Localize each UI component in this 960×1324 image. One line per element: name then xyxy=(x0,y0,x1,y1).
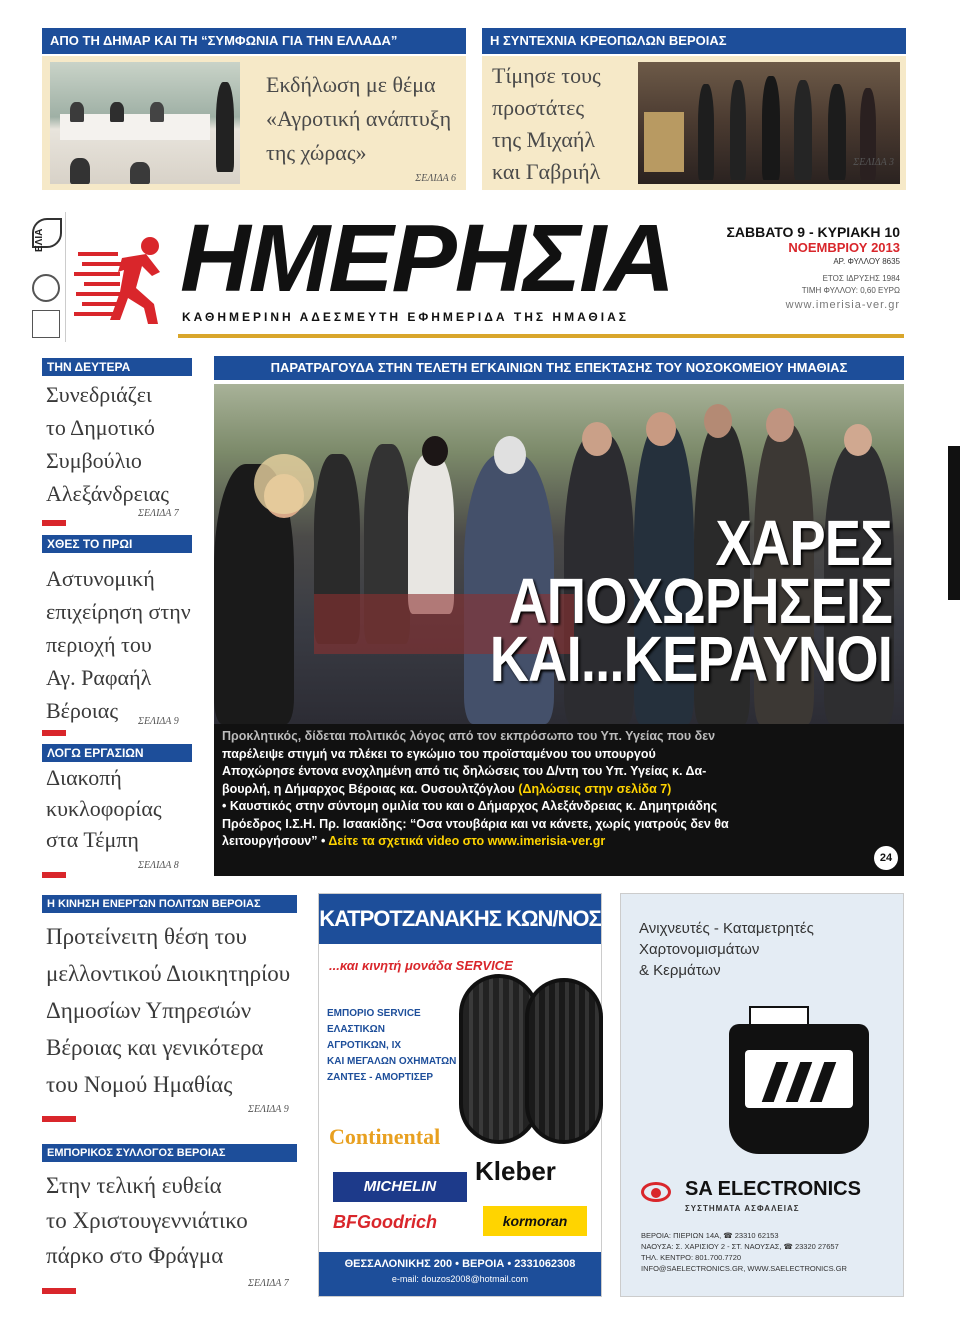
bottom-story-2[interactable] xyxy=(46,1168,300,1273)
teaser-line: της Μιχαήλ xyxy=(492,127,596,152)
left-story-1[interactable] xyxy=(46,378,196,510)
ad-electronics-title xyxy=(639,918,899,981)
story-line: Προτείνειτη θέση του xyxy=(46,924,247,949)
page-ref: ΣΕΛΙΔΑ 7 xyxy=(138,508,179,519)
masthead-date xyxy=(690,224,900,311)
story-line: επιχείρηση στην xyxy=(46,599,191,624)
page-ref: ΣΕΛΙΔΑ 9 xyxy=(138,716,179,727)
page-ref: ΣΕΛΙΔΑ 3 xyxy=(853,157,894,168)
brand-bfgoodrich: BFGoodrich xyxy=(333,1212,437,1232)
ad-tires-address: ΘΕΣΣΑΛΟΝΙΚΗΣ 200 • ΒΕΡΟΙΑ • 2331062308 xyxy=(344,1258,576,1270)
story-line: Αγ. Ραφαήλ xyxy=(46,665,152,690)
story-line: το Χριστουγεννιάτικο xyxy=(46,1208,248,1233)
story-line: Αστυνομική xyxy=(46,566,155,591)
website-link[interactable]: www.imerisia-ver.gr xyxy=(785,299,900,311)
ad-tires-name: ΚΑΤΡΟΤΖΑΝΑΚΗΣ ΚΩΝ/ΝΟΣ xyxy=(319,894,601,944)
teaser-text-1 xyxy=(266,68,462,170)
summary-line: Προκλητικός, δίδεται πολιτικός λόγος από τον εκπρόσωπο του Υπ. Υγείας που δεν xyxy=(222,729,716,743)
ad-tires-email: e-mail: douzos2008@hotmail.com xyxy=(391,1274,529,1284)
ad-tires[interactable] xyxy=(318,893,602,1297)
date-line-1: ΣΑΒΒΑΤΟ 9 - ΚΥΡΙΑΚΗ 10 xyxy=(726,224,900,240)
ad-tires-services xyxy=(327,1006,467,1086)
service-item: ΕΜΠΟΡΙΟ SERVICE xyxy=(327,1008,421,1019)
service-item: ΕΛΑΣΤΙΚΩΝ xyxy=(327,1024,385,1035)
summary-line: Πρόεδρος Ι.Σ.Η. Πρ. Ισαακίδης: “Οσα ντουβάρια και να κάνετε, χωρίς γιατρούς δεν θα xyxy=(222,816,729,831)
masthead-subtitle: ΚΑΘΗΜΕΡΙΝΗ ΑΔΕΣΜΕΥΤΗ ΕΦΗΜΕΡΙΔΑ ΤΗΣ ΗΜΑΘΙΑΣ xyxy=(182,310,629,324)
issue-price: ΤΙΜΗ ΦΥΛΛΟΥ: 0,60 ΕΥΡΩ xyxy=(801,286,900,295)
story-line: Δημοσίων Υπηρεσιών xyxy=(46,998,252,1023)
ad-electronics-contacts xyxy=(641,1230,903,1274)
red-divider xyxy=(42,520,66,526)
page-ref: ΣΕΛΙΔΑ 8 xyxy=(138,860,179,871)
story-line: Διακοπή xyxy=(46,765,122,790)
story-line: Στην τελική ευθεία xyxy=(46,1173,222,1198)
ad-electronics-sub: ΣΥΣΤΗΜΑΤΑ ΑΣΦΑΛΕΙΑΣ xyxy=(685,1204,800,1213)
red-divider xyxy=(42,1288,76,1294)
founded-year: ΕΤΟΣ ΙΔΡΥΣΗΣ 1984 xyxy=(822,274,900,283)
story-line: Βέροιας και γενικότερα xyxy=(46,1035,264,1060)
side-logo-elia xyxy=(26,212,66,342)
side-logo-text: ΕΛΙΑ xyxy=(34,228,45,252)
issue-number: ΑΡ. ΦΥΛΛΟΥ 8635 xyxy=(833,257,900,266)
bottom-section-header-2: ΕΜΠΟΡΙΚΟΣ ΣΥΛΛΟΓΟΣ ΒΕΡΟΙΑΣ xyxy=(42,1144,297,1162)
ad-tires-tagline: ...και κινητή μονάδα SERVICE xyxy=(329,958,513,973)
story-line: Αλεξάνδρειας xyxy=(46,481,169,506)
ad-electronics-company: SA ELECTRONICS xyxy=(685,1178,861,1200)
teaser-photo-1 xyxy=(50,62,240,184)
teaser-line: Εκδήλωση με θέμα xyxy=(266,72,436,97)
brand-kleber: Kleber xyxy=(475,1156,556,1186)
left-section-header-3: ΛΟΓΩ ΕΡΓΑΣΙΩΝ xyxy=(42,744,192,762)
story-line: κυκλοφορίας xyxy=(46,796,162,821)
story-line: Συμβούλιο xyxy=(46,448,142,473)
teaser-box-2[interactable] xyxy=(482,56,906,190)
teaser-line: προστάτες xyxy=(492,95,585,120)
story-line: Βέροιας xyxy=(46,698,119,723)
teaser-text-2 xyxy=(492,60,642,188)
video-link[interactable]: Δείτε τα σχετικά video στο www.imerisia-ver.gr xyxy=(328,834,606,848)
page-ref: ΣΕΛΙΔΑ 7 xyxy=(248,1278,289,1289)
title-line: & Κερμάτων xyxy=(639,962,721,979)
left-section-header-2: ΧΘΕΣ ΤΟ ΠΡΩΙ xyxy=(42,535,192,553)
bottom-story-1[interactable] xyxy=(46,918,300,1103)
main-headline xyxy=(457,507,892,695)
red-divider xyxy=(42,730,66,736)
contact-line: ΒΕΡΟΙΑ: ΠΙΕΡΙΩΝ 14Α, ☎ 23310 62153 xyxy=(641,1231,779,1240)
contact-line[interactable]: INFO@SAELECTRONICS.GR, WWW.SAELECTRONICS.GR xyxy=(641,1264,847,1273)
ad-tires-footer xyxy=(319,1252,601,1296)
summary-line: λειτουργήσουν” • xyxy=(222,834,326,848)
teaser-header-2: Η ΣΥΝΤΕΧΝΙΑ ΚΡΕΟΠΩΛΩΝ ΒΕΡΟΙΑΣ xyxy=(482,28,906,54)
service-item: ΖΑΝΤΕΣ - ΑΜΟΡΤΙΣΕΡ xyxy=(327,1072,434,1083)
main-summary-box xyxy=(214,724,904,876)
masthead-title: ΗΜΕΡΗΣΙΑ xyxy=(180,205,674,312)
teaser-header-1: ΑΠΟ ΤΗ ΔΗΜΑΡ ΚΑΙ ΤΗ “ΣΥΜΦΩΝΙΑ ΓΙΑ ΤΗΝ ΕΛΛΑΔΑ” xyxy=(42,28,466,54)
teaser-line: της χώρας» xyxy=(266,140,367,165)
masthead-rule xyxy=(178,334,904,338)
bottom-section-header-1: Η ΚΙΝΗΣΗ ΕΝΕΡΓΩΝ ΠΟΛΙΤΩΝ ΒΕΡΟΙΑΣ xyxy=(42,895,297,913)
teaser-line: και Γαβριήλ xyxy=(492,159,601,184)
title-line: Ανιχνευτές - Καταμετρητές xyxy=(639,920,814,937)
story-line: του Νομού Ημαθίας xyxy=(46,1072,233,1097)
story-line: το Δημοτικό xyxy=(46,415,155,440)
headline-line: ΑΠΟΧΩΡΗΣΕΙΣ xyxy=(508,565,892,637)
runner-logo xyxy=(74,232,174,328)
summary-line: βουρλή, η Δήμαρχος Βέροιας κα. Ουσουλτζόγλου xyxy=(222,781,515,796)
brand-continental: Continental xyxy=(329,1124,441,1149)
date-line-2: ΝΟΕΜΒΡΙΟΥ 2013 xyxy=(788,240,900,255)
service-item: ΑΓΡΟΤΙΚΩΝ, ΙΧ xyxy=(327,1040,402,1051)
story-line: πάρκο στο Φράγμα xyxy=(46,1243,224,1268)
main-kicker: ΠΑΡΑΤΡΑΓΟΥΔΑ ΣΤΗΝ ΤΕΛΕΤΗ ΕΓΚΑΙΝΙΩΝ ΤΗΣ ΕΠΕΚΤΑΣΗΣ ΤΟΥ ΝΟΣΟΚΟΜΕΙΟΥ ΗΜΑΘΙΑΣ xyxy=(214,356,904,380)
summary-line: παρέλειψε στιγμή να πλέκει το εγκώμιο του προϊσταμένου του υπουργού xyxy=(222,746,656,761)
page-ref: ΣΕΛΙΔΑ 9 xyxy=(248,1104,289,1115)
ad-electronics[interactable] xyxy=(620,893,904,1297)
brand-kormoran: kormoran xyxy=(483,1206,587,1236)
left-story-3[interactable] xyxy=(46,762,196,855)
teaser-line: Τίμησε τους xyxy=(492,63,601,88)
page-ref: ΣΕΛΙΔΑ 6 xyxy=(415,173,456,184)
edge-tab xyxy=(948,446,960,600)
contact-line: ΝΑΟΥΣΑ: Σ. ΧΑΡΙΣΙΟΥ 2 - ΣΤ. ΝΑΟΥΣΑΣ, ☎ 23320 27657 xyxy=(641,1242,839,1251)
headline-line: ΧΑΡΕΣ xyxy=(715,507,892,579)
summary-line: • Καυστικός στην σύντομη ομιλία του και ο Δήμαρχος Αλεξάνδρειας κ. Δημητριάδης xyxy=(222,799,718,813)
brand-michelin: MICHELIN xyxy=(333,1172,467,1202)
left-section-header-1: ΤΗΝ ΔΕΥΤΕΡΑ xyxy=(42,358,192,376)
summary-highlight: (Δηλώσεις στην σελίδα 7) xyxy=(518,781,672,796)
summary-line: Αποχώρησε έντονα ενοχλημένη από τις δηλώσεις του Δ/ντη του Υπ. Υγείας κ. Δα- xyxy=(222,764,707,778)
teaser-box-1[interactable] xyxy=(42,56,466,190)
left-story-2[interactable] xyxy=(46,562,196,727)
eye-logo-icon xyxy=(641,1182,671,1202)
contact-line: ΤΗΛ. ΚΕΝΤΡΟ: 801.700.7720 xyxy=(641,1253,742,1262)
story-line: περιοχή του xyxy=(46,632,152,657)
story-line: στα Τέμπη xyxy=(46,827,139,852)
title-line: Χαρτονομισμάτων xyxy=(639,941,760,958)
red-divider xyxy=(42,1116,76,1122)
page-badge: 24 xyxy=(874,846,898,870)
tire-icon xyxy=(525,978,603,1144)
red-divider xyxy=(42,872,66,878)
story-line: Συνεδριάζει xyxy=(46,382,152,407)
service-item: ΚΑΙ ΜΕΓΑΛΩΝ ΟΧΗΜΑΤΩΝ xyxy=(327,1056,457,1067)
story-line: μελλοντικού Διοικητηρίου xyxy=(46,961,291,986)
money-counter-icon xyxy=(729,1006,869,1156)
teaser-line: «Αγροτική ανάπτυξη xyxy=(266,106,452,131)
headline-line: ΚΑΙ...ΚΕΡΑΥΝΟΙ xyxy=(489,623,892,695)
